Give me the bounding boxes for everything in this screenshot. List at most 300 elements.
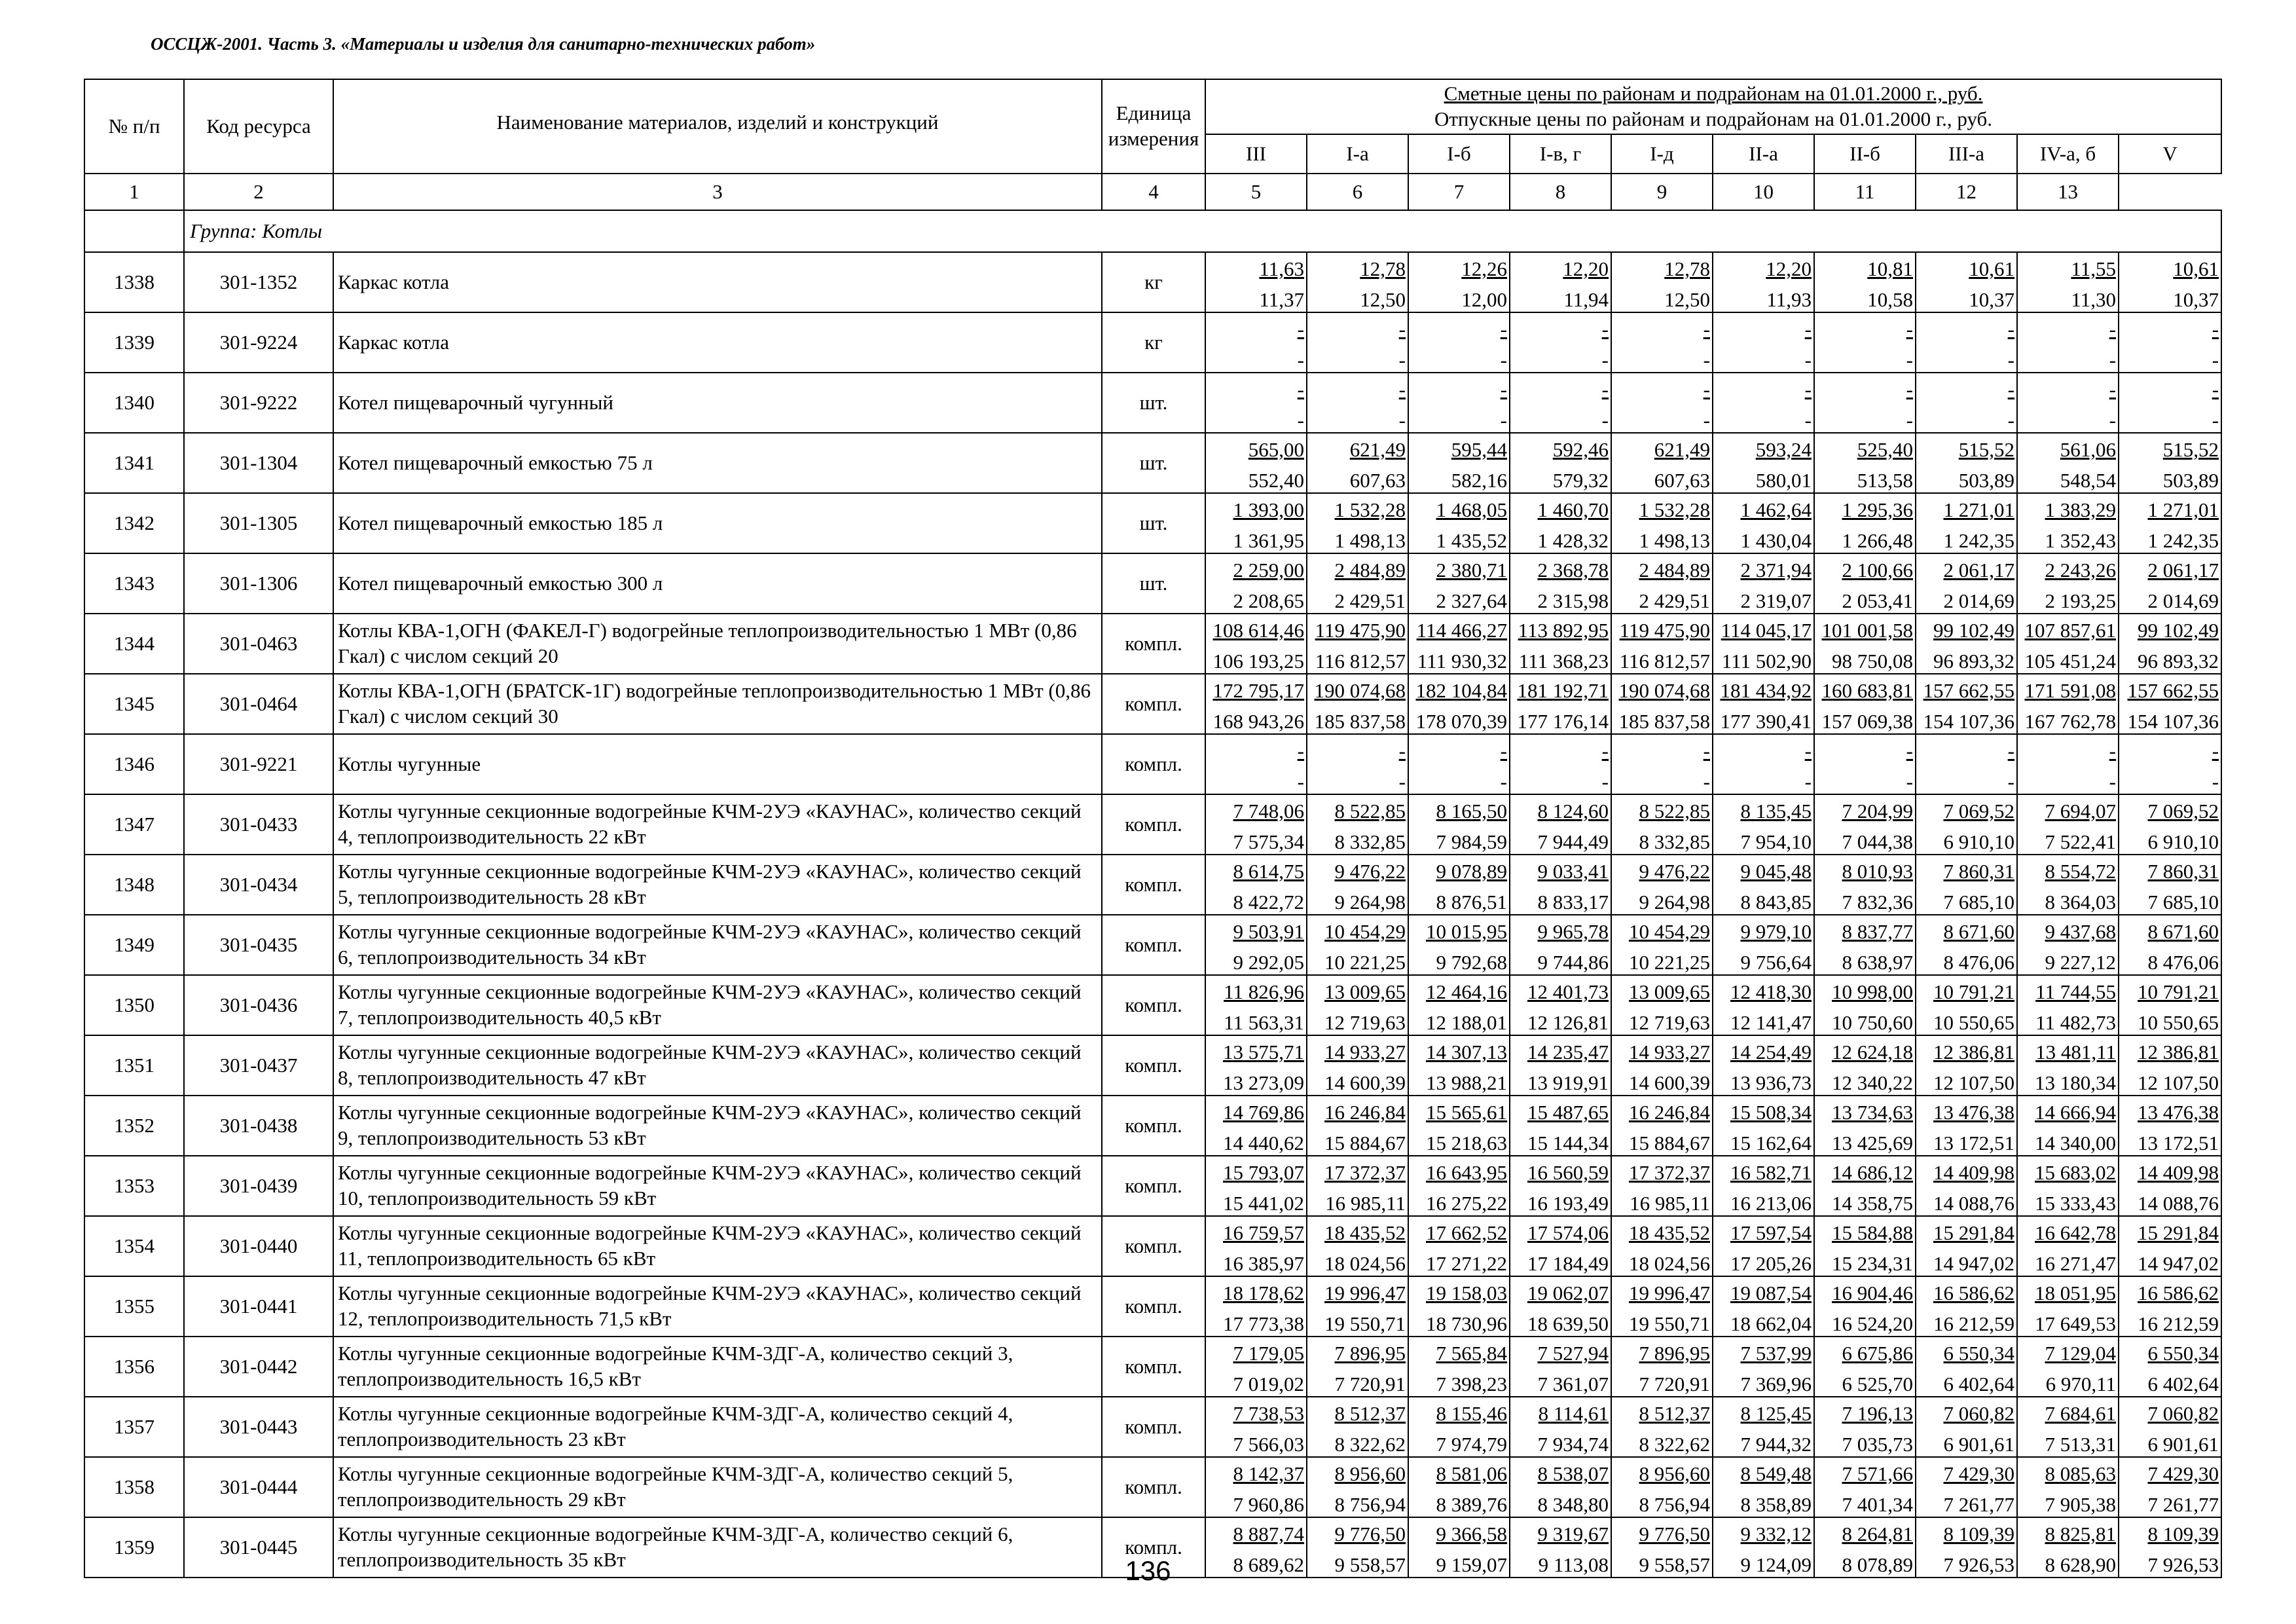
estimated-price: 8 887,74 xyxy=(1233,1522,1304,1545)
estimated-price: 8 522,85 xyxy=(1334,800,1406,822)
material-name: Котлы чугунные xyxy=(333,734,1102,794)
release-price: 8 078,89 xyxy=(1842,1553,1913,1576)
estimated-price: 8 165,50 xyxy=(1436,800,1507,822)
release-price: 12 107,50 xyxy=(2138,1071,2219,1094)
resource-code: 301-0463 xyxy=(184,614,333,674)
row-number: 1351 xyxy=(84,1035,184,1096)
release-price: 11,37 xyxy=(1259,288,1304,311)
release-price: 10 550,65 xyxy=(2138,1011,2219,1034)
release-price: 116 812,57 xyxy=(1619,650,1710,673)
release-price: 12 719,63 xyxy=(1629,1011,1710,1034)
column-index: 9 xyxy=(1611,174,1713,210)
material-name: Котлы чугунные секционные водогрейные КЧМ-2УЭ «КАУНАС», количество секций 9, теплопроизводительность 53 кВт xyxy=(333,1096,1102,1156)
price-cell xyxy=(1510,1397,1611,1457)
release-price: 185 837,58 xyxy=(1314,710,1406,733)
material-name: Котел пищеварочный емкостью 300 л xyxy=(333,553,1102,614)
estimated-price: 1 462,64 xyxy=(1740,498,1812,521)
row-number: 1356 xyxy=(84,1337,184,1397)
estimated-price: 7 860,31 xyxy=(2147,860,2219,883)
release-price: 1 498,13 xyxy=(1639,529,1710,552)
price-cell xyxy=(1611,1216,1713,1276)
release-price: 8 876,51 xyxy=(1436,891,1507,913)
estimated-price: 12,78 xyxy=(1664,257,1710,280)
row-number: 1349 xyxy=(84,915,184,975)
region-header: I-д xyxy=(1611,134,1713,174)
estimated-price: 7 129,04 xyxy=(2045,1342,2116,1365)
price-cell xyxy=(2119,252,2221,312)
release-price: 582,16 xyxy=(1451,469,1507,492)
release-price: 8 638,97 xyxy=(1842,951,1913,974)
estimated-price: 7 069,52 xyxy=(1943,800,2014,822)
release-price: 503,89 xyxy=(2162,469,2219,492)
column-index: 11 xyxy=(1814,174,1916,210)
material-name: Котлы КВА-1,ОГН (ФАКЕЛ-Г) водогрейные теплопроизводительностью 1 МВт (0,86 Гкал) с числом секций 20 xyxy=(333,614,1102,674)
estimated-price: 8 142,37 xyxy=(1233,1462,1304,1485)
estimated-price: - xyxy=(1906,378,1913,401)
price-cell xyxy=(1408,1096,1510,1156)
price-cell xyxy=(1916,373,2017,433)
release-price: 177 176,14 xyxy=(1517,710,1609,733)
release-price: 13 172,51 xyxy=(2138,1132,2219,1154)
release-price: 14 600,39 xyxy=(1324,1071,1406,1094)
price-cell xyxy=(1408,614,1510,674)
price-cell xyxy=(2017,553,2119,614)
region-header: III xyxy=(1205,134,1307,174)
release-price: 17 271,22 xyxy=(1426,1252,1507,1275)
release-price: 8 364,03 xyxy=(2045,891,2116,913)
resource-code: 301-0435 xyxy=(184,915,333,975)
estimated-price: 8 581,06 xyxy=(1436,1462,1507,1485)
estimated-price: 7 537,99 xyxy=(1740,1342,1812,1365)
price-cell xyxy=(1408,1035,1510,1096)
release-price: 18 024,56 xyxy=(1629,1252,1710,1275)
price-cell xyxy=(2017,1096,2119,1156)
price-cell xyxy=(1713,674,1814,734)
release-price: 8 476,06 xyxy=(2147,951,2219,974)
price-cell xyxy=(1205,915,1307,975)
estimated-price: 1 532,28 xyxy=(1334,498,1406,521)
price-cell xyxy=(1205,614,1307,674)
estimated-price: 525,40 xyxy=(1857,438,1913,461)
estimated-price: 114 045,17 xyxy=(1721,619,1812,642)
release-price: 16 271,47 xyxy=(2035,1252,2116,1275)
estimated-price: 190 074,68 xyxy=(1618,679,1710,702)
price-cell xyxy=(2017,1337,2119,1397)
estimated-price: 15 291,84 xyxy=(2138,1221,2219,1244)
release-price: 14 947,02 xyxy=(1933,1252,2014,1275)
estimated-price: 10 791,21 xyxy=(2138,980,2219,1003)
release-price: 2 319,07 xyxy=(1740,589,1812,612)
estimated-price: - xyxy=(1601,739,1609,762)
price-cell xyxy=(1408,1156,1510,1216)
unit-cell: компл. xyxy=(1102,915,1205,975)
release-price: 105 451,24 xyxy=(2024,650,2116,673)
resource-code: 301-1306 xyxy=(184,553,333,614)
estimated-price: 16 904,46 xyxy=(1832,1282,1913,1304)
material-name: Каркас котла xyxy=(333,312,1102,373)
column-index: 1 xyxy=(84,174,184,210)
release-price: 12 126,81 xyxy=(1527,1011,1609,1034)
estimated-price: 12 418,30 xyxy=(1730,980,1812,1003)
release-price: - xyxy=(1906,348,1913,371)
release-price: 16 212,59 xyxy=(2138,1312,2219,1335)
price-cell xyxy=(1510,734,1611,794)
price-cell xyxy=(1510,433,1611,493)
estimated-price: 8 554,72 xyxy=(2045,860,2116,883)
price-cell xyxy=(1510,674,1611,734)
price-cell xyxy=(1205,1397,1307,1457)
price-cell xyxy=(1510,1457,1611,1517)
estimated-price: 11 826,96 xyxy=(1224,980,1304,1003)
estimated-price: 7 429,30 xyxy=(1943,1462,2014,1485)
price-cell xyxy=(1611,975,1713,1035)
price-cell xyxy=(1814,734,1916,794)
release-price: 7 984,59 xyxy=(1436,830,1507,853)
estimated-price: 107 857,61 xyxy=(2024,619,2116,642)
release-price: 13 425,69 xyxy=(1832,1132,1913,1154)
release-price: 15 218,63 xyxy=(1426,1132,1507,1154)
estimated-price: 14 666,94 xyxy=(2035,1101,2116,1124)
price-cell xyxy=(1205,1096,1307,1156)
release-price: 7 720,91 xyxy=(1639,1373,1710,1395)
row-number: 1344 xyxy=(84,614,184,674)
price-cell xyxy=(1408,674,1510,734)
unit-cell: компл. xyxy=(1102,1517,1205,1578)
estimated-price: - xyxy=(2212,378,2219,401)
price-cell xyxy=(1713,1457,1814,1517)
release-price: 13 180,34 xyxy=(2035,1071,2116,1094)
price-cell xyxy=(1713,553,1814,614)
row-number: 1346 xyxy=(84,734,184,794)
price-cell xyxy=(1510,1337,1611,1397)
estimated-price: 15 508,34 xyxy=(1730,1101,1812,1124)
price-cell xyxy=(1814,614,1916,674)
estimated-price: 13 481,11 xyxy=(2035,1041,2116,1063)
material-name: Котлы чугунные секционные водогрейные КЧМ-2УЭ «КАУНАС», количество секций 12, теплопроизводительность 71,5 кВт xyxy=(333,1276,1102,1337)
estimated-price: 621,49 xyxy=(1654,438,1710,461)
material-name: Котлы чугунные секционные водогрейные КЧМ-3ДГ-А, количество секций 3, теплопроизводительность 16,5 кВт xyxy=(333,1337,1102,1397)
column-index: 3 xyxy=(333,174,1102,210)
estimated-price: 2 100,66 xyxy=(1842,559,1913,581)
estimated-price: 8 671,60 xyxy=(2147,920,2219,943)
release-price: 9 558,57 xyxy=(1334,1553,1406,1576)
price-cell xyxy=(1408,734,1510,794)
row-number: 1342 xyxy=(84,493,184,553)
release-price: 178 070,39 xyxy=(1415,710,1507,733)
price-cell xyxy=(1713,1276,1814,1337)
release-price: 7 974,79 xyxy=(1436,1433,1507,1456)
column-index: 12 xyxy=(1916,174,2017,210)
estimated-price: 16 560,59 xyxy=(1527,1161,1609,1184)
release-price: 157 069,38 xyxy=(1821,710,1913,733)
price-cell xyxy=(1916,433,2017,493)
estimated-price: 15 565,61 xyxy=(1426,1101,1507,1124)
price-cell xyxy=(1814,433,1916,493)
estimated-price: 2 368,78 xyxy=(1537,559,1609,581)
release-price: 12 719,63 xyxy=(1324,1011,1406,1034)
price-cell xyxy=(2119,1337,2221,1397)
table-row xyxy=(84,1337,2221,1397)
price-cell xyxy=(1205,312,1307,373)
material-name: Котел пищеварочный емкостью 185 л xyxy=(333,493,1102,553)
release-price: 513,58 xyxy=(1857,469,1913,492)
release-price: 13 172,51 xyxy=(1933,1132,2014,1154)
release-price: 12,00 xyxy=(1461,288,1507,311)
price-cell xyxy=(1814,252,1916,312)
price-cell xyxy=(1307,1216,1408,1276)
price-cell xyxy=(1510,1035,1611,1096)
estimated-price: 621,49 xyxy=(1349,438,1406,461)
release-price: 154 107,36 xyxy=(1923,710,2014,733)
estimated-price: 19 158,03 xyxy=(1426,1282,1507,1304)
estimated-price: 16 759,57 xyxy=(1223,1221,1304,1244)
estimated-price: 9 776,50 xyxy=(1639,1522,1710,1545)
price-cell xyxy=(1713,975,1814,1035)
price-cell xyxy=(1713,614,1814,674)
col-header-unit: Единица измерения xyxy=(1102,79,1205,174)
estimated-price: 14 933,27 xyxy=(1324,1041,1406,1063)
release-price: 16 524,20 xyxy=(1832,1312,1913,1335)
release-price: 7 361,07 xyxy=(1537,1373,1609,1395)
estimated-price: 7 527,94 xyxy=(1537,1342,1609,1365)
release-price: 18 730,96 xyxy=(1426,1312,1507,1335)
release-price: 16 213,06 xyxy=(1730,1192,1812,1215)
group-title: Группа: Котлы xyxy=(184,210,2221,252)
table-row xyxy=(84,734,2221,794)
estimated-price: 8 124,60 xyxy=(1537,800,1609,822)
release-price: 580,01 xyxy=(1755,469,1812,492)
release-price: - xyxy=(1297,770,1304,793)
release-price: 10,37 xyxy=(2173,288,2219,311)
price-cell xyxy=(2119,1457,2221,1517)
price-cell xyxy=(1916,1096,2017,1156)
estimated-price: 190 074,68 xyxy=(1314,679,1406,702)
release-price: 167 762,78 xyxy=(2024,710,2116,733)
price-cell xyxy=(2017,614,2119,674)
estimated-price: 18 178,62 xyxy=(1223,1282,1304,1304)
region-header: I-а xyxy=(1307,134,1408,174)
unit-cell: компл. xyxy=(1102,1337,1205,1397)
estimated-price: 119 475,90 xyxy=(1619,619,1710,642)
estimated-price: 8 264,81 xyxy=(1842,1522,1913,1545)
price-cell xyxy=(1814,1156,1916,1216)
price-cell xyxy=(1814,312,1916,373)
price-cell xyxy=(1916,855,2017,915)
estimated-price: 7 429,30 xyxy=(2147,1462,2219,1485)
price-cell xyxy=(1510,855,1611,915)
release-price: 111 930,32 xyxy=(1417,650,1507,673)
estimated-price: 10,61 xyxy=(2173,257,2219,280)
price-cell xyxy=(1307,1156,1408,1216)
unit-cell: компл. xyxy=(1102,975,1205,1035)
release-price: 7 522,41 xyxy=(2045,830,2116,853)
release-price: 8 756,94 xyxy=(1334,1493,1406,1516)
price-cell xyxy=(1611,312,1713,373)
row-number: 1350 xyxy=(84,975,184,1035)
release-price: 16 193,49 xyxy=(1527,1192,1609,1215)
table-row xyxy=(84,493,2221,553)
release-price: 12 188,01 xyxy=(1426,1011,1507,1034)
estimated-price: 11,63 xyxy=(1259,257,1304,280)
release-price: 12,50 xyxy=(1664,288,1710,311)
column-index: 13 xyxy=(2017,174,2119,210)
price-cell xyxy=(1205,433,1307,493)
estimated-price: 101 001,58 xyxy=(1821,619,1913,642)
price-cell xyxy=(1307,855,1408,915)
release-price: 7 905,38 xyxy=(2045,1493,2116,1516)
release-price: 9 744,86 xyxy=(1537,951,1609,974)
estimated-price: - xyxy=(1804,739,1812,762)
region-header: III-а xyxy=(1916,134,2017,174)
material-name: Котлы чугунные секционные водогрейные КЧМ-2УЭ «КАУНАС», количество секций 10, теплопроизводительность 59 кВт xyxy=(333,1156,1102,1216)
release-price: 15 884,67 xyxy=(1629,1132,1710,1154)
estimated-price: 595,44 xyxy=(1451,438,1507,461)
price-cell xyxy=(1510,1156,1611,1216)
price-cell xyxy=(1916,614,2017,674)
price-cell xyxy=(1611,674,1713,734)
price-cell xyxy=(1713,734,1814,794)
column-index: 7 xyxy=(1408,174,1510,210)
column-index: 2 xyxy=(184,174,333,210)
estimated-price: 15 487,65 xyxy=(1527,1101,1609,1124)
unit-cell: компл. xyxy=(1102,614,1205,674)
estimated-price: 12,20 xyxy=(1563,257,1609,280)
estimated-price: - xyxy=(2007,739,2014,762)
estimated-price: 171 591,08 xyxy=(2024,679,2116,702)
price-cell xyxy=(2017,794,2119,855)
price-cell xyxy=(1307,915,1408,975)
release-price: 7 575,34 xyxy=(1233,830,1304,853)
estimated-price: 8 837,77 xyxy=(1842,920,1913,943)
column-index: 6 xyxy=(1307,174,1408,210)
material-name: Котлы чугунные секционные водогрейные КЧМ-3ДГ-А, количество секций 6, теплопроизводительность 35 кВт xyxy=(333,1517,1102,1578)
estimated-price: 16 643,95 xyxy=(1426,1161,1507,1184)
estimated-price: 14 686,12 xyxy=(1832,1161,1913,1184)
unit-cell: компл. xyxy=(1102,1276,1205,1337)
release-price: 10,37 xyxy=(1969,288,2014,311)
material-name: Котел пищеварочный чугунный xyxy=(333,373,1102,433)
resource-code: 301-9224 xyxy=(184,312,333,373)
release-price: 11 482,73 xyxy=(2035,1011,2116,1034)
release-price: 17 649,53 xyxy=(2035,1312,2116,1335)
release-price: 6 910,10 xyxy=(1943,830,2014,853)
estimated-price: 592,46 xyxy=(1552,438,1609,461)
price-cell xyxy=(2017,855,2119,915)
price-cell xyxy=(2017,312,2119,373)
unit-cell: шт. xyxy=(1102,493,1205,553)
estimated-price: 17 574,06 xyxy=(1527,1221,1609,1244)
material-name: Котлы чугунные секционные водогрейные КЧМ-2УЭ «КАУНАС», количество секций 5, теплопроизводительность 28 кВт xyxy=(333,855,1102,915)
material-name: Котлы чугунные секционные водогрейные КЧМ-2УЭ «КАУНАС», количество секций 4, теплопроизводительность 22 кВт xyxy=(333,794,1102,855)
estimated-price: 14 409,98 xyxy=(1933,1161,2014,1184)
price-cell xyxy=(1205,734,1307,794)
estimated-price: 9 776,50 xyxy=(1334,1522,1406,1545)
estimated-price: 7 748,06 xyxy=(1233,800,1304,822)
price-cell xyxy=(1307,373,1408,433)
price-cell xyxy=(1307,553,1408,614)
estimated-price: - xyxy=(1601,318,1609,341)
resource-code: 301-0445 xyxy=(184,1517,333,1578)
release-price: - xyxy=(1398,409,1406,432)
price-cell xyxy=(1307,1276,1408,1337)
table-row xyxy=(84,1096,2221,1156)
table-row xyxy=(84,1276,2221,1337)
estimated-price: - xyxy=(1601,378,1609,401)
unit-cell: шт. xyxy=(1102,553,1205,614)
release-price: 17 205,26 xyxy=(1730,1252,1812,1275)
price-cell xyxy=(1307,1337,1408,1397)
estimated-price: - xyxy=(2212,318,2219,341)
price-cell xyxy=(2119,975,2221,1035)
region-header: I-в, г xyxy=(1510,134,1611,174)
estimated-price: 565,00 xyxy=(1248,438,1304,461)
estimated-price: - xyxy=(1804,378,1812,401)
release-price: 1 242,35 xyxy=(2147,529,2219,552)
release-price: 7 720,91 xyxy=(1334,1373,1406,1395)
release-price: 18 639,50 xyxy=(1527,1312,1609,1335)
estimated-price: - xyxy=(1297,318,1304,341)
price-cell xyxy=(2017,734,2119,794)
release-price: 1 242,35 xyxy=(1943,529,2014,552)
release-price: 8 322,62 xyxy=(1639,1433,1710,1456)
price-cell xyxy=(1307,794,1408,855)
estimated-price: 9 476,22 xyxy=(1639,860,1710,883)
release-price: 7 934,74 xyxy=(1537,1433,1609,1456)
release-price: 14 440,62 xyxy=(1223,1132,1304,1154)
release-price: 18 662,04 xyxy=(1730,1312,1812,1335)
material-name: Котел пищеварочный емкостью 75 л xyxy=(333,433,1102,493)
release-price: - xyxy=(1906,770,1913,793)
price-cell xyxy=(1713,794,1814,855)
price-cell xyxy=(1611,252,1713,312)
release-price: 7 398,23 xyxy=(1436,1373,1507,1395)
release-price: 7 926,53 xyxy=(2147,1553,2219,1576)
release-price: 8 332,85 xyxy=(1334,830,1406,853)
estimated-price: 9 437,68 xyxy=(2045,920,2116,943)
estimated-price: 2 259,00 xyxy=(1233,559,1304,581)
estimated-price: 157 662,55 xyxy=(2127,679,2219,702)
release-price: 9 113,08 xyxy=(1538,1553,1609,1576)
estimated-price: 182 104,84 xyxy=(1415,679,1507,702)
release-price: 12 141,47 xyxy=(1730,1011,1812,1034)
prices-header-release: Отпускные цены по районам и подрайонам на 01.01.2000 г., руб. xyxy=(1434,107,1993,130)
resource-code: 301-0444 xyxy=(184,1457,333,1517)
resource-code: 301-0436 xyxy=(184,975,333,1035)
price-cell xyxy=(1713,1096,1814,1156)
price-cell xyxy=(1307,614,1408,674)
release-price: - xyxy=(1500,348,1507,371)
estimated-price: - xyxy=(2109,378,2116,401)
region-header: I-б xyxy=(1408,134,1510,174)
estimated-price: 13 476,38 xyxy=(2138,1101,2219,1124)
price-cell xyxy=(2119,1035,2221,1096)
unit-cell: шт. xyxy=(1102,373,1205,433)
estimated-price: 2 061,17 xyxy=(1943,559,2014,581)
estimated-price: 8 614,75 xyxy=(1233,860,1304,883)
row-number: 1341 xyxy=(84,433,184,493)
price-cell xyxy=(2119,855,2221,915)
price-cell xyxy=(1611,915,1713,975)
release-price: 6 901,61 xyxy=(2147,1433,2219,1456)
price-cell xyxy=(1510,1216,1611,1276)
release-price: 185 837,58 xyxy=(1618,710,1710,733)
release-price: - xyxy=(1703,348,1710,371)
price-cell xyxy=(1611,553,1713,614)
price-cell xyxy=(1611,1276,1713,1337)
estimated-price: 8 109,39 xyxy=(1943,1522,2014,1545)
price-cell xyxy=(2119,433,2221,493)
release-price: 6 901,61 xyxy=(1943,1433,2014,1456)
